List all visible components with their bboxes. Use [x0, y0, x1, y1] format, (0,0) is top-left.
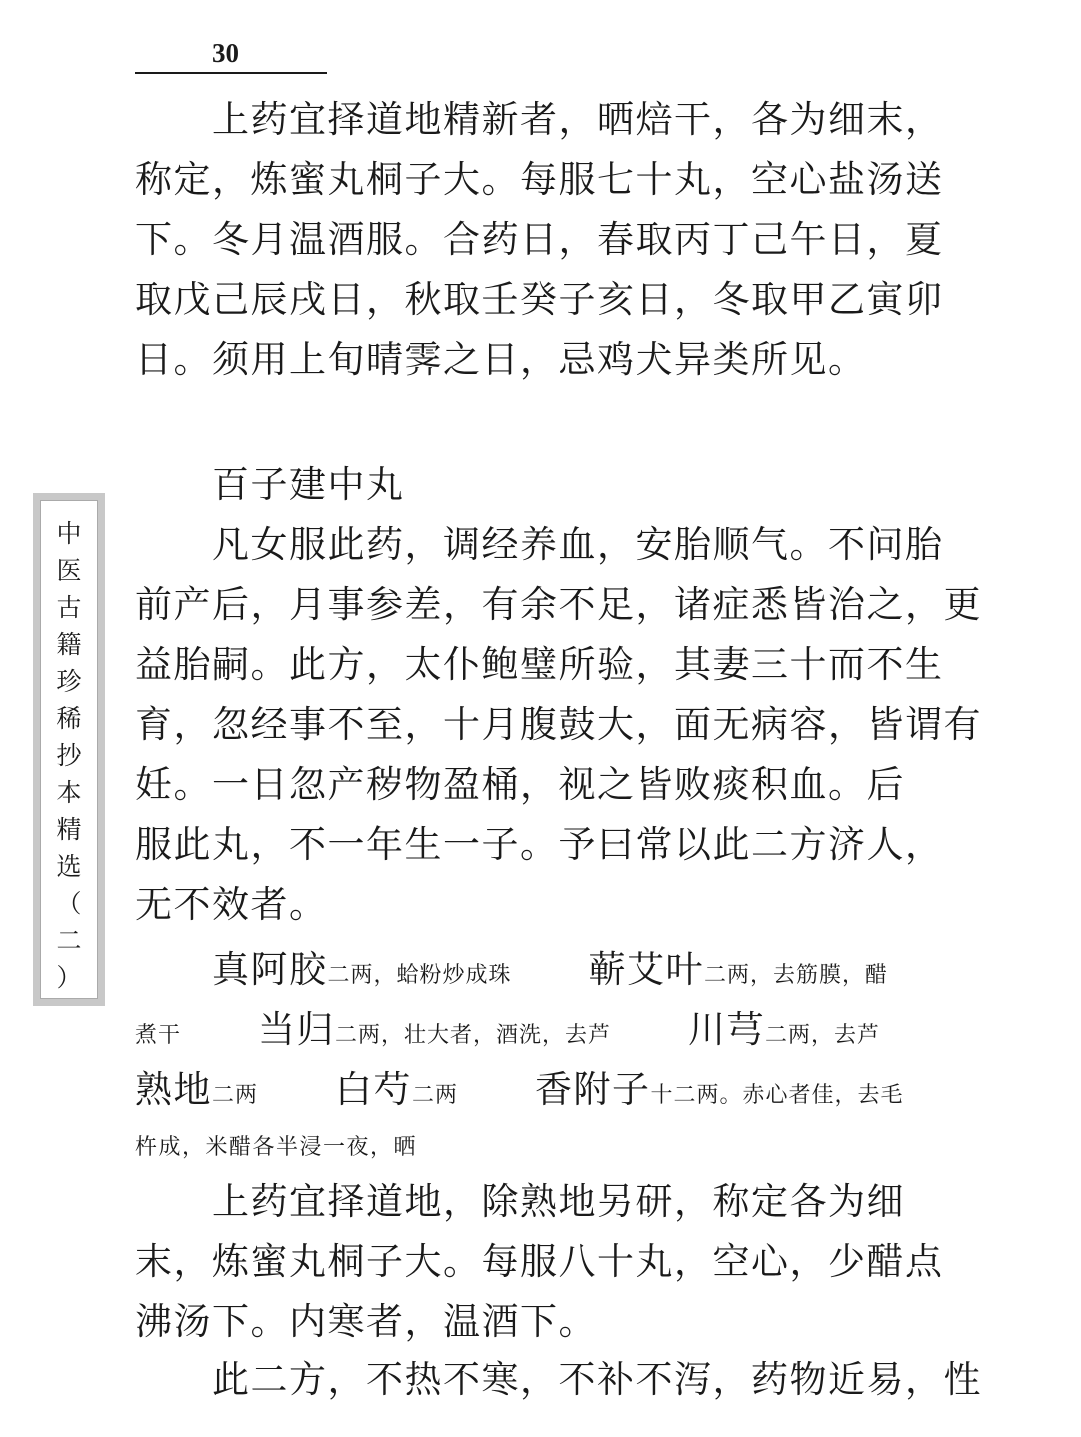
paragraph-commentary: [135, 1350, 982, 1410]
series-title-char: 精: [56, 815, 82, 844]
text-line: 日。须用上旬晴霁之日，忌鸡犬异类所见。: [135, 338, 867, 381]
herb-note: 煮干: [135, 1023, 182, 1048]
herb-note: 十二两。赤心者佳，去毛: [650, 1083, 904, 1108]
series-title-char: 二: [56, 926, 82, 955]
herb-name: 熟地: [135, 1068, 212, 1111]
text-line: 沸汤下。内寒者，温酒下。: [135, 1300, 597, 1343]
text-line: 下。冬月温酒服。合药日，春取丙丁己午日，夏: [135, 218, 944, 261]
page-number: 30: [212, 38, 239, 68]
text-line: 上药宜择道地，除熟地另研，称定各为细: [135, 1180, 905, 1223]
series-title-sidebar: [33, 493, 105, 1006]
formula-title: 百子建中丸: [135, 463, 405, 506]
herb-name: 当归: [181, 1008, 336, 1051]
series-title-char: （: [56, 889, 82, 918]
series-title-char: 古: [56, 593, 82, 622]
series-title-char: 中: [56, 519, 82, 548]
paragraph-preparation-instructions: [135, 90, 955, 390]
series-title-char: 本: [56, 778, 82, 807]
text-line: 上药宜择道地精新者，晒焙干，各为细末，: [135, 98, 944, 141]
text-line: 育，忽经事不至，十月腹鼓大，面无病容，皆谓有: [135, 703, 982, 746]
herb-line: [135, 1000, 955, 1060]
herb-name: 川芎: [611, 1008, 766, 1051]
herb-note: 二两，壮大者，酒洗，去芦: [335, 1023, 612, 1048]
herb-note: 二两: [412, 1083, 459, 1108]
herb-note: 二两: [212, 1083, 259, 1108]
text-line: 无不效者。: [135, 883, 328, 926]
text-line: 此二方，不热不寒，不补不泻，药物近易，性: [135, 1358, 982, 1401]
text-line: 称定，炼蜜丸桐子大。每服七十丸，空心盐汤送: [135, 158, 944, 201]
text-line: 服此丸，不一年生一子。予曰常以此二方济人，: [135, 823, 944, 866]
herb-name: 蕲艾叶: [511, 948, 705, 991]
series-title-box: [40, 500, 98, 999]
herb-name: 真阿胶: [135, 948, 328, 991]
header-rule: [135, 72, 327, 74]
herb-name: 白芍: [258, 1068, 413, 1111]
series-title-char: 稀: [56, 704, 82, 733]
herb-list: [135, 940, 955, 1175]
text-line: 前产后，月事参差，有余不足，诸症悉皆治之，更: [135, 583, 982, 626]
paragraph-formula-description: [135, 515, 982, 935]
paragraph-dosage-instructions: [135, 1172, 955, 1352]
series-title-char: 选: [56, 852, 82, 881]
text-line: 取戊己辰戌日，秋取壬癸子亥日，冬取甲乙寅卯: [135, 278, 944, 321]
series-title-char: 抄: [56, 741, 82, 770]
series-title-char: 医: [56, 556, 82, 585]
herb-note: 二两，去筋膜，醋: [704, 963, 889, 988]
herb-note: 二两，去芦: [765, 1023, 881, 1048]
text-line: 益胎嗣。此方，太仆鲍璧所验，其妻三十而不生: [135, 643, 944, 686]
herb-line: [135, 1060, 955, 1120]
herb-note: 二两，蛤粉炒成珠: [327, 963, 512, 988]
herb-note-line: 杵成，米醋各半浸一夜，晒: [135, 1134, 418, 1160]
text-line: 末，炼蜜丸桐子大。每服八十丸，空心，少醋点: [135, 1240, 944, 1283]
herb-line: [135, 940, 955, 1000]
series-title-char: 籍: [56, 630, 82, 659]
herb-name: 香附子: [458, 1068, 651, 1111]
text-line: 妊。一日忽产秽物盈桶，视之皆败痰积血。后: [135, 763, 905, 806]
series-title-char: ）: [56, 963, 82, 992]
series-title-char: 珍: [56, 667, 82, 696]
text-line: 凡女服此药，调经养血，安胎顺气。不问胎: [135, 523, 944, 566]
